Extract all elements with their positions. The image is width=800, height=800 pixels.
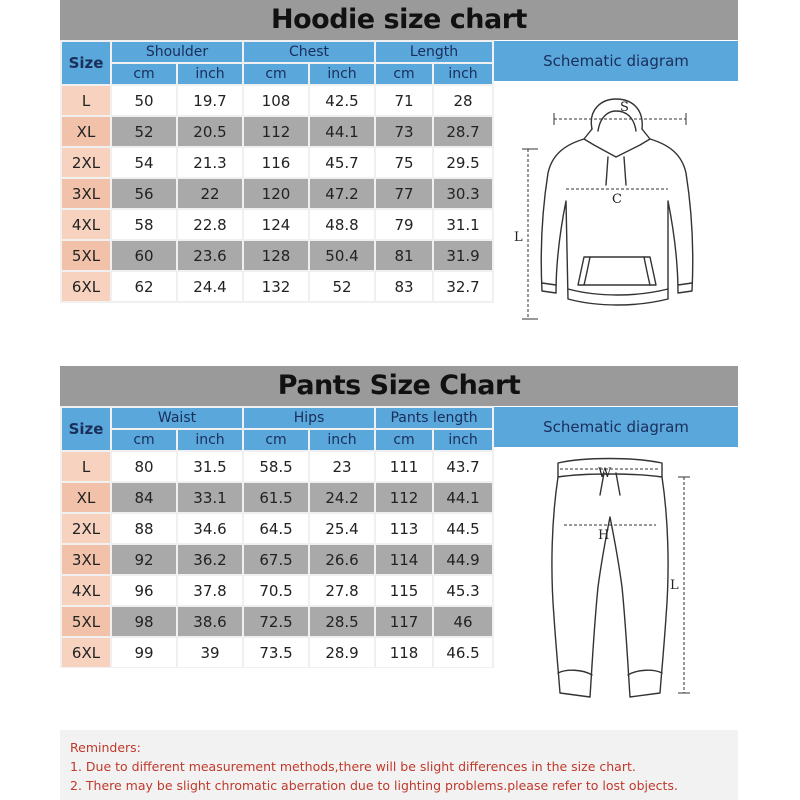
measurement-cell: 120	[244, 179, 308, 208]
reminder-item-1: 1. Due to different measurement methods,there will be slight differences in the size chart.	[70, 759, 636, 774]
table-row	[62, 86, 492, 115]
size-cell: 5XL	[62, 241, 110, 270]
measurement-cell: 48.8	[310, 210, 374, 239]
measurement-cell: 44.9	[434, 545, 492, 574]
size-cell: 2XL	[62, 514, 110, 543]
measurement-cell: 83	[376, 272, 432, 301]
group-header: Pants length	[376, 408, 492, 428]
size-cell: 4XL	[62, 210, 110, 239]
measurement-cell: 24.2	[310, 483, 374, 512]
unit-header: inch	[434, 430, 492, 450]
measurement-cell: 81	[376, 241, 432, 270]
measurement-cell: 98	[112, 607, 176, 636]
measurement-cell: 112	[376, 483, 432, 512]
size-cell: 3XL	[62, 179, 110, 208]
pants-length-label: L	[670, 578, 679, 593]
unit-header: cm	[376, 64, 432, 84]
measurement-cell: 33.1	[178, 483, 242, 512]
hoodie-size-table	[60, 40, 494, 303]
pants-schematic-header: Schematic diagram	[494, 407, 738, 447]
reminder-item-2: 2. There may be slight chromatic aberration due to lighting problems.please refer to lost objects.	[70, 778, 678, 793]
hips-label: H	[598, 528, 610, 543]
measurement-cell: 21.3	[178, 148, 242, 177]
measurement-cell: 28.5	[310, 607, 374, 636]
table-row	[62, 210, 492, 239]
measurement-cell: 37.8	[178, 576, 242, 605]
measurement-cell: 60	[112, 241, 176, 270]
measurement-cell: 132	[244, 272, 308, 301]
size-cell: 6XL	[62, 272, 110, 301]
size-cell: XL	[62, 483, 110, 512]
reminders-heading: Reminders:	[70, 740, 141, 755]
unit-header: inch	[310, 430, 374, 450]
measurement-cell: 44.5	[434, 514, 492, 543]
measurement-cell: 34.6	[178, 514, 242, 543]
table-row	[62, 545, 492, 574]
table-row	[62, 241, 492, 270]
unit-header: cm	[376, 430, 432, 450]
size-cell: 3XL	[62, 545, 110, 574]
pants-schematic-diagram	[494, 447, 738, 709]
measurement-cell: 26.6	[310, 545, 374, 574]
measurement-cell: 52	[310, 272, 374, 301]
measurement-cell: 80	[112, 452, 176, 481]
hoodie-schematic-header: Schematic diagram	[494, 41, 738, 81]
size-cell: 2XL	[62, 148, 110, 177]
measurement-cell: 45.3	[434, 576, 492, 605]
unit-header: inch	[310, 64, 374, 84]
measurement-cell: 108	[244, 86, 308, 115]
measurement-cell: 92	[112, 545, 176, 574]
measurement-cell: 64.5	[244, 514, 308, 543]
measurement-cell: 38.6	[178, 607, 242, 636]
unit-header: cm	[112, 64, 176, 84]
measurement-cell: 23.6	[178, 241, 242, 270]
measurement-cell: 50.4	[310, 241, 374, 270]
measurement-cell: 56	[112, 179, 176, 208]
size-cell: 5XL	[62, 607, 110, 636]
measurement-cell: 112	[244, 117, 308, 146]
unit-header: cm	[244, 430, 308, 450]
measurement-cell: 30.3	[434, 179, 492, 208]
measurement-cell: 50	[112, 86, 176, 115]
unit-header: cm	[112, 430, 176, 450]
measurement-cell: 25.4	[310, 514, 374, 543]
measurement-cell: 27.8	[310, 576, 374, 605]
measurement-cell: 28.9	[310, 638, 374, 667]
chest-label: C	[612, 192, 622, 207]
unit-header: cm	[244, 64, 308, 84]
measurement-cell: 44.1	[310, 117, 374, 146]
size-column-header: Size	[62, 42, 110, 84]
measurement-cell: 36.2	[178, 545, 242, 574]
measurement-cell: 77	[376, 179, 432, 208]
hoodie-schematic-diagram	[494, 81, 738, 343]
measurement-cell: 67.5	[244, 545, 308, 574]
measurement-cell: 62	[112, 272, 176, 301]
measurement-cell: 73.5	[244, 638, 308, 667]
measurement-cell: 115	[376, 576, 432, 605]
measurement-cell: 79	[376, 210, 432, 239]
size-cell: 4XL	[62, 576, 110, 605]
measurement-cell: 45.7	[310, 148, 374, 177]
size-cell: XL	[62, 117, 110, 146]
table-row	[62, 179, 492, 208]
table-row	[62, 514, 492, 543]
pants-chart-title: Pants Size Chart	[60, 366, 738, 406]
measurement-cell: 29.5	[434, 148, 492, 177]
measurement-cell: 118	[376, 638, 432, 667]
measurement-cell: 75	[376, 148, 432, 177]
group-header: Waist	[112, 408, 242, 428]
measurement-cell: 84	[112, 483, 176, 512]
hoodie-outline-icon	[494, 81, 738, 343]
table-row	[62, 117, 492, 146]
measurement-cell: 24.4	[178, 272, 242, 301]
measurement-cell: 20.5	[178, 117, 242, 146]
measurement-cell: 111	[376, 452, 432, 481]
unit-header: inch	[178, 430, 242, 450]
group-header: Hips	[244, 408, 374, 428]
measurement-cell: 32.7	[434, 272, 492, 301]
measurement-cell: 71	[376, 86, 432, 115]
size-cell: L	[62, 86, 110, 115]
measurement-cell: 72.5	[244, 607, 308, 636]
measurement-cell: 124	[244, 210, 308, 239]
measurement-cell: 88	[112, 514, 176, 543]
group-header: Length	[376, 42, 492, 62]
measurement-cell: 28.7	[434, 117, 492, 146]
pants-outline-icon	[494, 447, 738, 709]
measurement-cell: 22.8	[178, 210, 242, 239]
measurement-cell: 58	[112, 210, 176, 239]
group-header: Chest	[244, 42, 374, 62]
table-row	[62, 638, 492, 667]
table-row	[62, 148, 492, 177]
hoodie-chart-title: Hoodie size chart	[60, 0, 738, 40]
measurement-cell: 42.5	[310, 86, 374, 115]
length-label: L	[514, 230, 523, 245]
pants-size-table	[60, 406, 494, 668]
measurement-cell: 117	[376, 607, 432, 636]
measurement-cell: 96	[112, 576, 176, 605]
table-row	[62, 272, 492, 301]
group-header: Shoulder	[112, 42, 242, 62]
size-cell: 6XL	[62, 638, 110, 667]
measurement-cell: 31.1	[434, 210, 492, 239]
measurement-cell: 116	[244, 148, 308, 177]
waist-label: W	[598, 466, 612, 481]
table-row	[62, 576, 492, 605]
measurement-cell: 23	[310, 452, 374, 481]
measurement-cell: 54	[112, 148, 176, 177]
measurement-cell: 61.5	[244, 483, 308, 512]
measurement-cell: 31.5	[178, 452, 242, 481]
shoulder-label: S	[620, 100, 629, 115]
measurement-cell: 19.7	[178, 86, 242, 115]
table-row	[62, 607, 492, 636]
measurement-cell: 47.2	[310, 179, 374, 208]
hoodie-table	[60, 40, 494, 303]
measurement-cell: 128	[244, 241, 308, 270]
measurement-cell: 113	[376, 514, 432, 543]
pants-table	[60, 406, 494, 669]
size-cell: L	[62, 452, 110, 481]
measurement-cell: 28	[434, 86, 492, 115]
measurement-cell: 46	[434, 607, 492, 636]
measurement-cell: 22	[178, 179, 242, 208]
measurement-cell: 58.5	[244, 452, 308, 481]
unit-header: inch	[178, 64, 242, 84]
table-row	[62, 452, 492, 481]
measurement-cell: 39	[178, 638, 242, 667]
measurement-cell: 99	[112, 638, 176, 667]
measurement-cell: 43.7	[434, 452, 492, 481]
measurement-cell: 73	[376, 117, 432, 146]
measurement-cell: 31.9	[434, 241, 492, 270]
measurement-cell: 114	[376, 545, 432, 574]
size-column-header: Size	[62, 408, 110, 450]
table-row	[62, 483, 492, 512]
measurement-cell: 44.1	[434, 483, 492, 512]
measurement-cell: 70.5	[244, 576, 308, 605]
reminders-box	[60, 730, 738, 800]
measurement-cell: 46.5	[434, 638, 492, 667]
unit-header: inch	[434, 64, 492, 84]
measurement-cell: 52	[112, 117, 176, 146]
